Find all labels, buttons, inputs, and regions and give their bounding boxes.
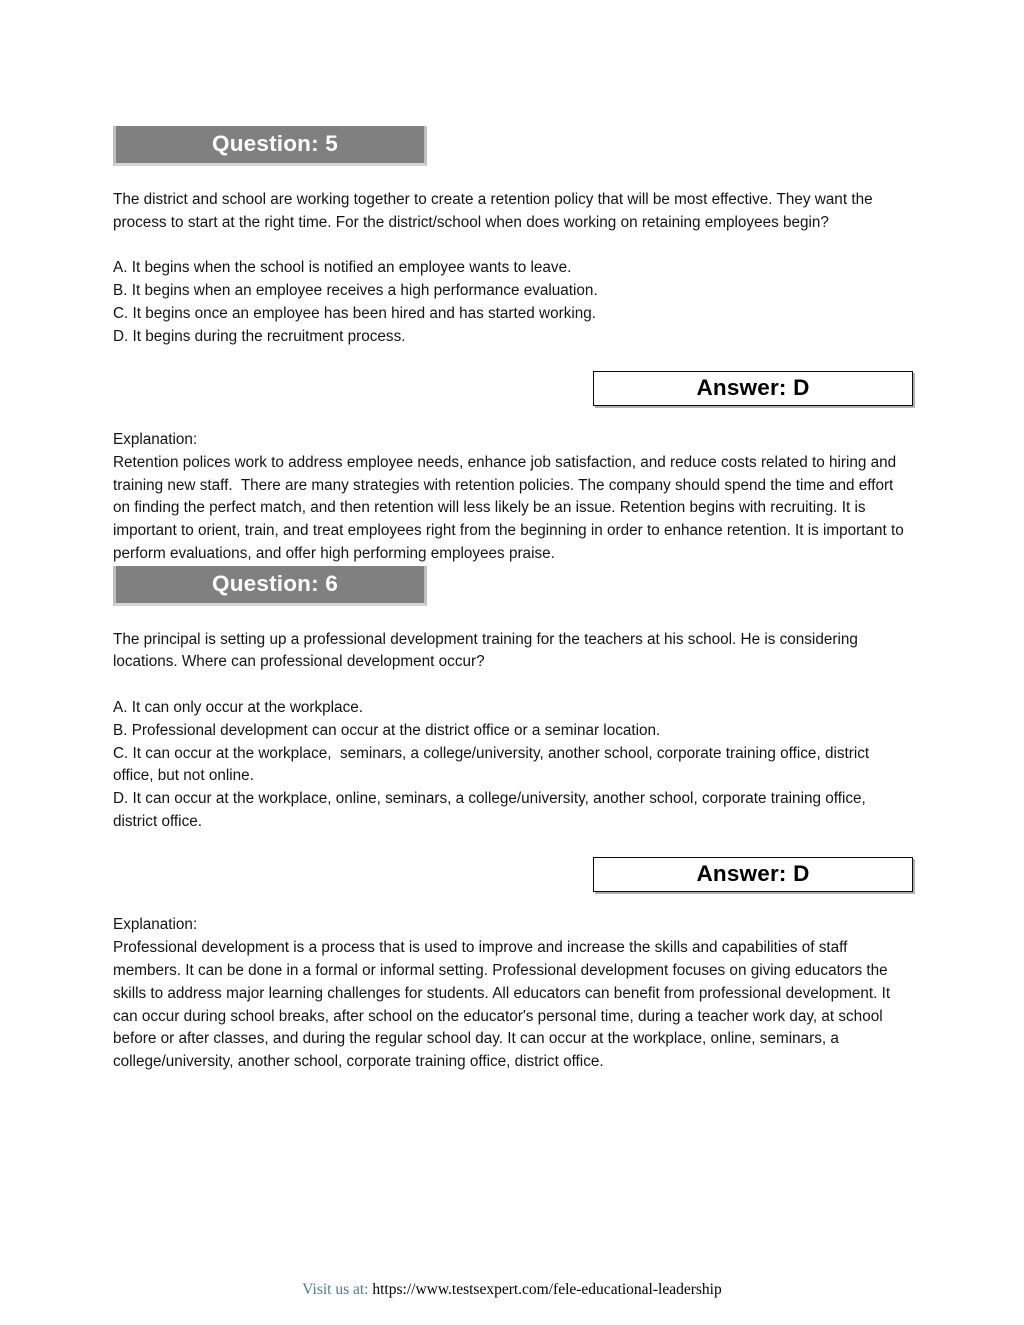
spacer [113,834,913,857]
answer-row-5 [113,371,913,406]
spacer [113,674,913,697]
spacer [113,348,913,371]
spacer [113,606,913,629]
question-option-6-c: C. It can occur at the workplace, seminars, a college/university, another school, corporate training office, district office, but not online. [113,744,874,785]
question-option-5-a: A. It begins when the school is notified an employee wants to leave. [113,259,572,277]
spacer [113,166,913,189]
question-banner-label-5: Question: 5 [212,131,338,157]
spacer [113,234,913,257]
explanation-heading-6: Explanation: [113,916,198,934]
page-footer [0,1280,1024,1300]
document-content [113,126,913,1074]
spacer [113,406,913,429]
footer-url-link[interactable]: https://www.testsexpert.com/fele-educational-leadership [372,1281,722,1298]
explanation-text-5: Retention polices work to address employee needs, enhance job satisfaction, and reduce costs related to hiring and training new staff. There are many strategies with retention policies. The company should spend the time and effort on finding the perfect match, and then retention will less likely be an issue. Retention begins with recruiting. It is important to orient, train, and treat employees right from the beginning in order to enhance retention. It is important to perform evaluations, and offer high performing employees praise. [113,453,909,562]
question-option-5-c: C. It begins once an employee has been hired and has started working. [113,304,597,322]
footer-prefix-label: Visit us at: [302,1281,369,1298]
question-stem-6: The principal is setting up a professional development training for the teachers at his school. He is considering locations. Where can professional development occur? [113,630,863,671]
answer-box-6 [593,857,913,892]
question-option-6-b: B. Professional development can occur at the district office or a seminar location. [113,721,661,739]
answer-label-6: Answer: D [696,860,810,886]
answer-box-5 [593,371,913,406]
question-banner-5 [113,126,427,166]
question-option-5-d: D. It begins during the recruitment process. [113,327,406,345]
question-banner-label-6: Question: 6 [212,571,338,596]
question-option-6-a: A. It can only occur at the workplace. [113,698,363,716]
explanation-text-6: Professional development is a process that is used to improve and increase the skills and capabilities of staff members. It can be done in a formal or informal setting. Professional development focuses on giving educators the skills to address major learning challenges for students. All educators can benefit from professional development. It can occur during school breaks, after school on the educator's personal time, during a teacher work day, at school before or after classes, and during the regular school day. It can occur at the workplace, online, seminars, a college/university, another school, corporate training office, district office. [113,939,895,1071]
answer-row-6 [113,857,913,892]
explanation-heading-5: Explanation: [113,430,198,448]
question-banner-6 [113,566,427,606]
question-stem-5: The district and school are working together to create a retention policy that will be most effective. They want the process to start at the right time. For the district/school when does working on retaining employees begin? [113,190,877,231]
question-option-6-d: D. It can occur at the workplace, online, seminars, a college/university, another school, corporate training office, district office. [113,790,871,830]
answer-label-5: Answer: D [696,375,810,401]
spacer [113,892,913,915]
question-option-5-b: B. It begins when an employee receives a high performance evaluation. [113,281,598,299]
